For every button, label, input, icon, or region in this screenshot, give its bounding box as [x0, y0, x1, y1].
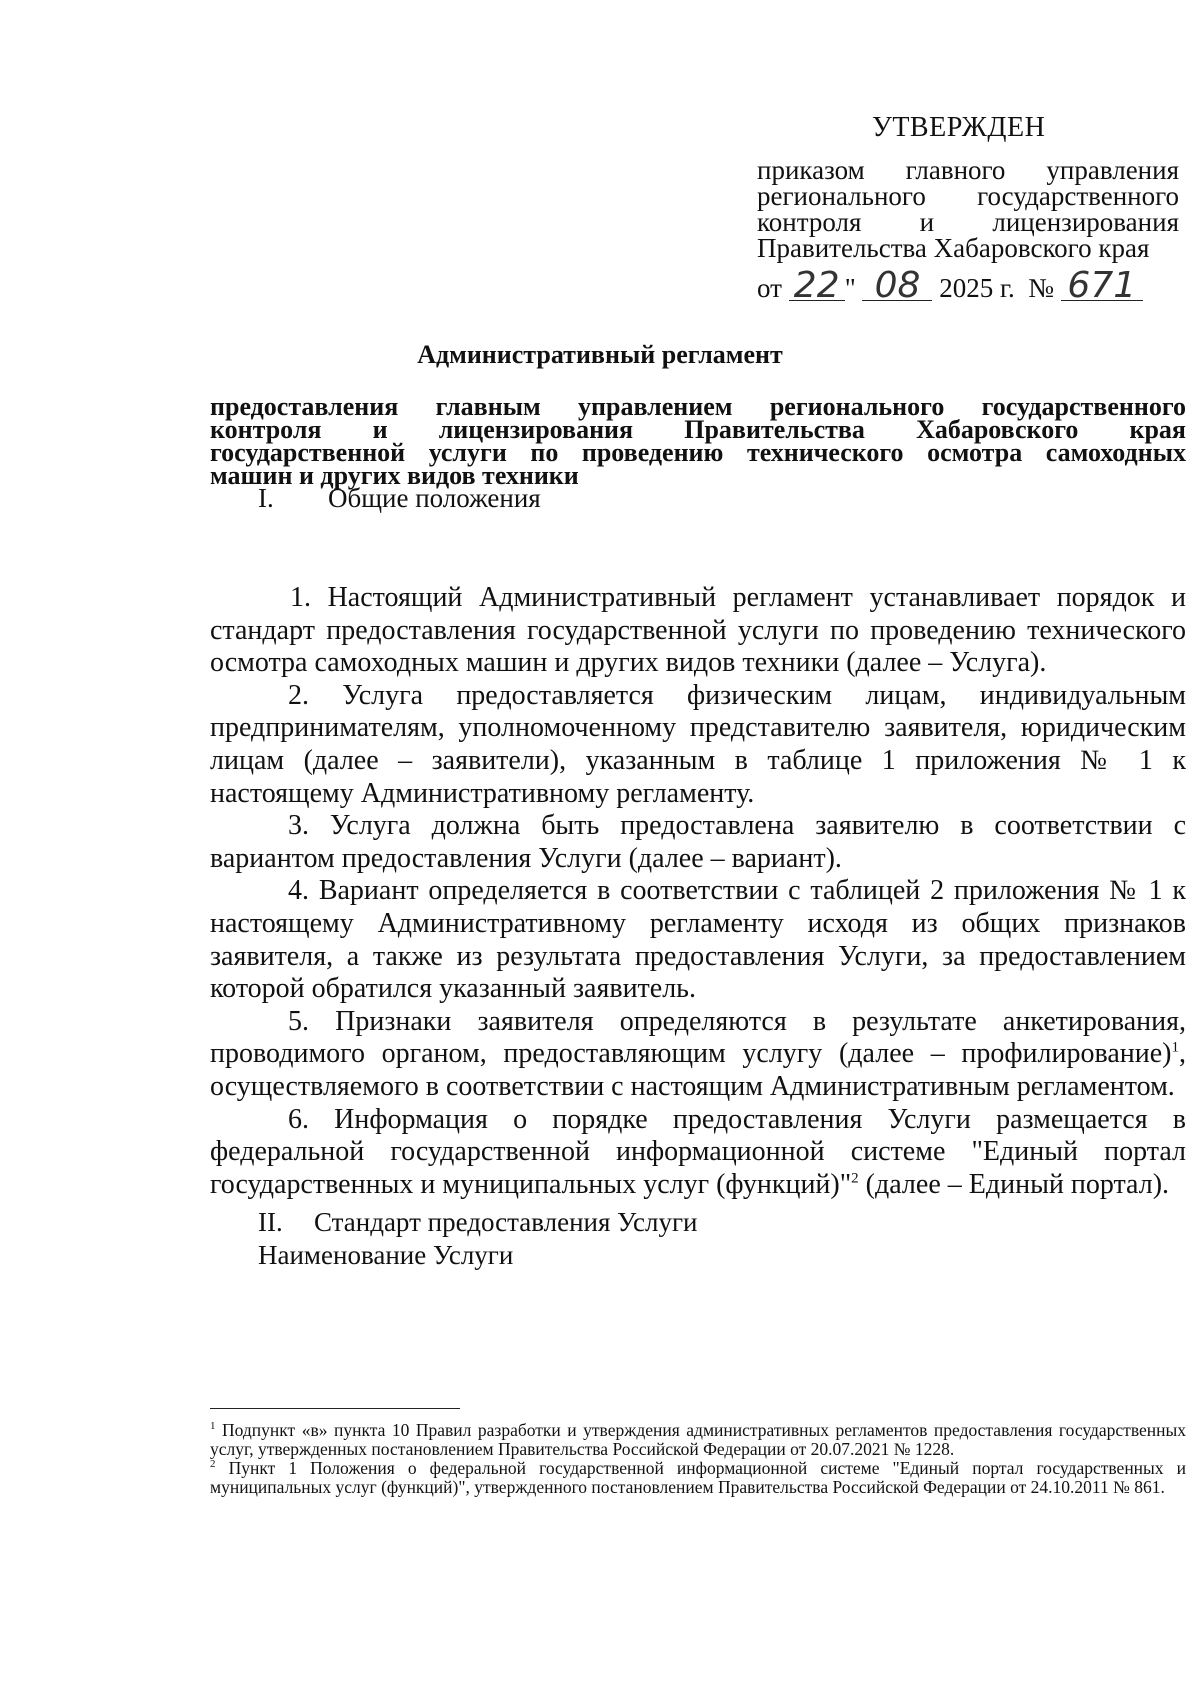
footnote-1-text: Подпункт «в» пункта 10 Правил разработки и утверждения административных регламентов предоставления государственных услуг, утвержденных постановлением Правительства Российской Федерации от 20.07.2021 № 1228.: [210, 1420, 1186, 1459]
section-2-number: II.: [258, 1207, 283, 1237]
subject-line: государственной услуги по проведению технического осмотра самоходных: [210, 438, 1186, 467]
approval-line: регионального государственного: [757, 181, 1179, 211]
paragraph-4: 4. Вариант определяется в соответствии с таблицей 2 приложения № 1 к настоящему Административному регламенту исходя из общих признаков заявителя, а также из результата предоставления Услуги, за предоставлением которой обратился указанный заявитель.: [210, 875, 1186, 1005]
footnote-mark-2: 2: [210, 1458, 216, 1471]
footnotes: [210, 1421, 1186, 1497]
footnote-2-text: Пункт 1 Положения о федеральной государственной информационной системе "Единый портал государственных и муниципальных услуг (функций)", утвержденного постановлением Правительства Российской Федерации от 24.10.2011 № 861.: [210, 1458, 1186, 1497]
approval-title: УТВЕРЖДЕН: [872, 112, 1046, 143]
document-body: [210, 582, 1186, 1201]
footnote-2: [210, 1459, 1186, 1497]
footnote-ref-1[interactable]: 1: [1171, 1039, 1179, 1056]
paragraph-6-text-b: (далее – Единый портал).: [858, 1168, 1170, 1200]
section-1-heading: [258, 483, 541, 514]
footnote-divider: [210, 1408, 460, 1409]
date-prefix: от: [757, 273, 782, 303]
date-separator: ": [844, 273, 856, 303]
footnote-1: [210, 1421, 1186, 1459]
footnote-mark-1: 1: [210, 1420, 216, 1433]
handwritten-month: 08: [862, 272, 932, 301]
paragraph-2: 2. Услуга предоставляется физическим лицам, индивидуальным предпринимателям, уполномоченному представителю заявителя, юридическим лицам (далее – заявители), указанным в таблице 1 приложения № 1 к настоящему Административному регламенту.: [210, 679, 1186, 809]
paragraph-3: 3. Услуга должна быть предоставлена заявителю в соответствии с вариантом предоставления Услуги (далее – вариант).: [210, 810, 1186, 874]
number-sign: №: [1028, 273, 1055, 303]
approval-line: приказом главного управления: [757, 155, 1179, 185]
subject-line: контроля и лицензирования Правительства Хабаровского края: [210, 415, 1186, 444]
approval-line: Правительства Хабаровского края: [757, 233, 1150, 263]
approval-line: контроля и лицензирования: [757, 207, 1179, 237]
document-subject: [210, 392, 1186, 490]
document-title: Административный регламент: [417, 340, 783, 369]
paragraph-1: 1. Настоящий Административный регламент устанавливает порядок и стандарт предоставления государственной услуги по проведению технического осмотра самоходных машин и других видов техники (далее – Услуга).: [210, 582, 1186, 679]
paragraph-5-text-a: 5. Признаки заявителя определяются в результате анкетирования, проводимого органом, предоставляющим услугу (далее – профилирование): [210, 1005, 1186, 1070]
approval-text: [757, 157, 1179, 261]
paragraph-5-text-b: , осуществляемого в соответствии с настоящим Административным регламентом.: [210, 1038, 1186, 1102]
section-2-heading: [258, 1207, 697, 1238]
section-2-title: Стандарт предоставления Услуги: [314, 1207, 698, 1237]
paragraph-6-text-a: 6. Информация о порядке предоставления Услуги размещается в федеральной государственной информационной системе "Единый портал государственных и муниципальных услуг (функций)": [210, 1103, 1186, 1200]
subject-line: машин и других видов техники: [210, 461, 579, 490]
section-2-subtitle: Наименование Услуги: [258, 1240, 514, 1270]
subject-line: предоставления главным управлением регионального государственного: [210, 392, 1186, 421]
handwritten-day: 22: [789, 272, 845, 301]
date-year: 2025 г.: [939, 273, 1015, 303]
section-1-title: Общие положения: [328, 483, 541, 513]
paragraph-5: [210, 1006, 1186, 1104]
approval-date-line: [757, 265, 1187, 306]
section-1-number: I.: [258, 483, 274, 513]
handwritten-order-number: 671: [1061, 272, 1143, 301]
paragraph-6: [210, 1104, 1186, 1202]
footnote-ref-2[interactable]: 2: [851, 1170, 859, 1187]
